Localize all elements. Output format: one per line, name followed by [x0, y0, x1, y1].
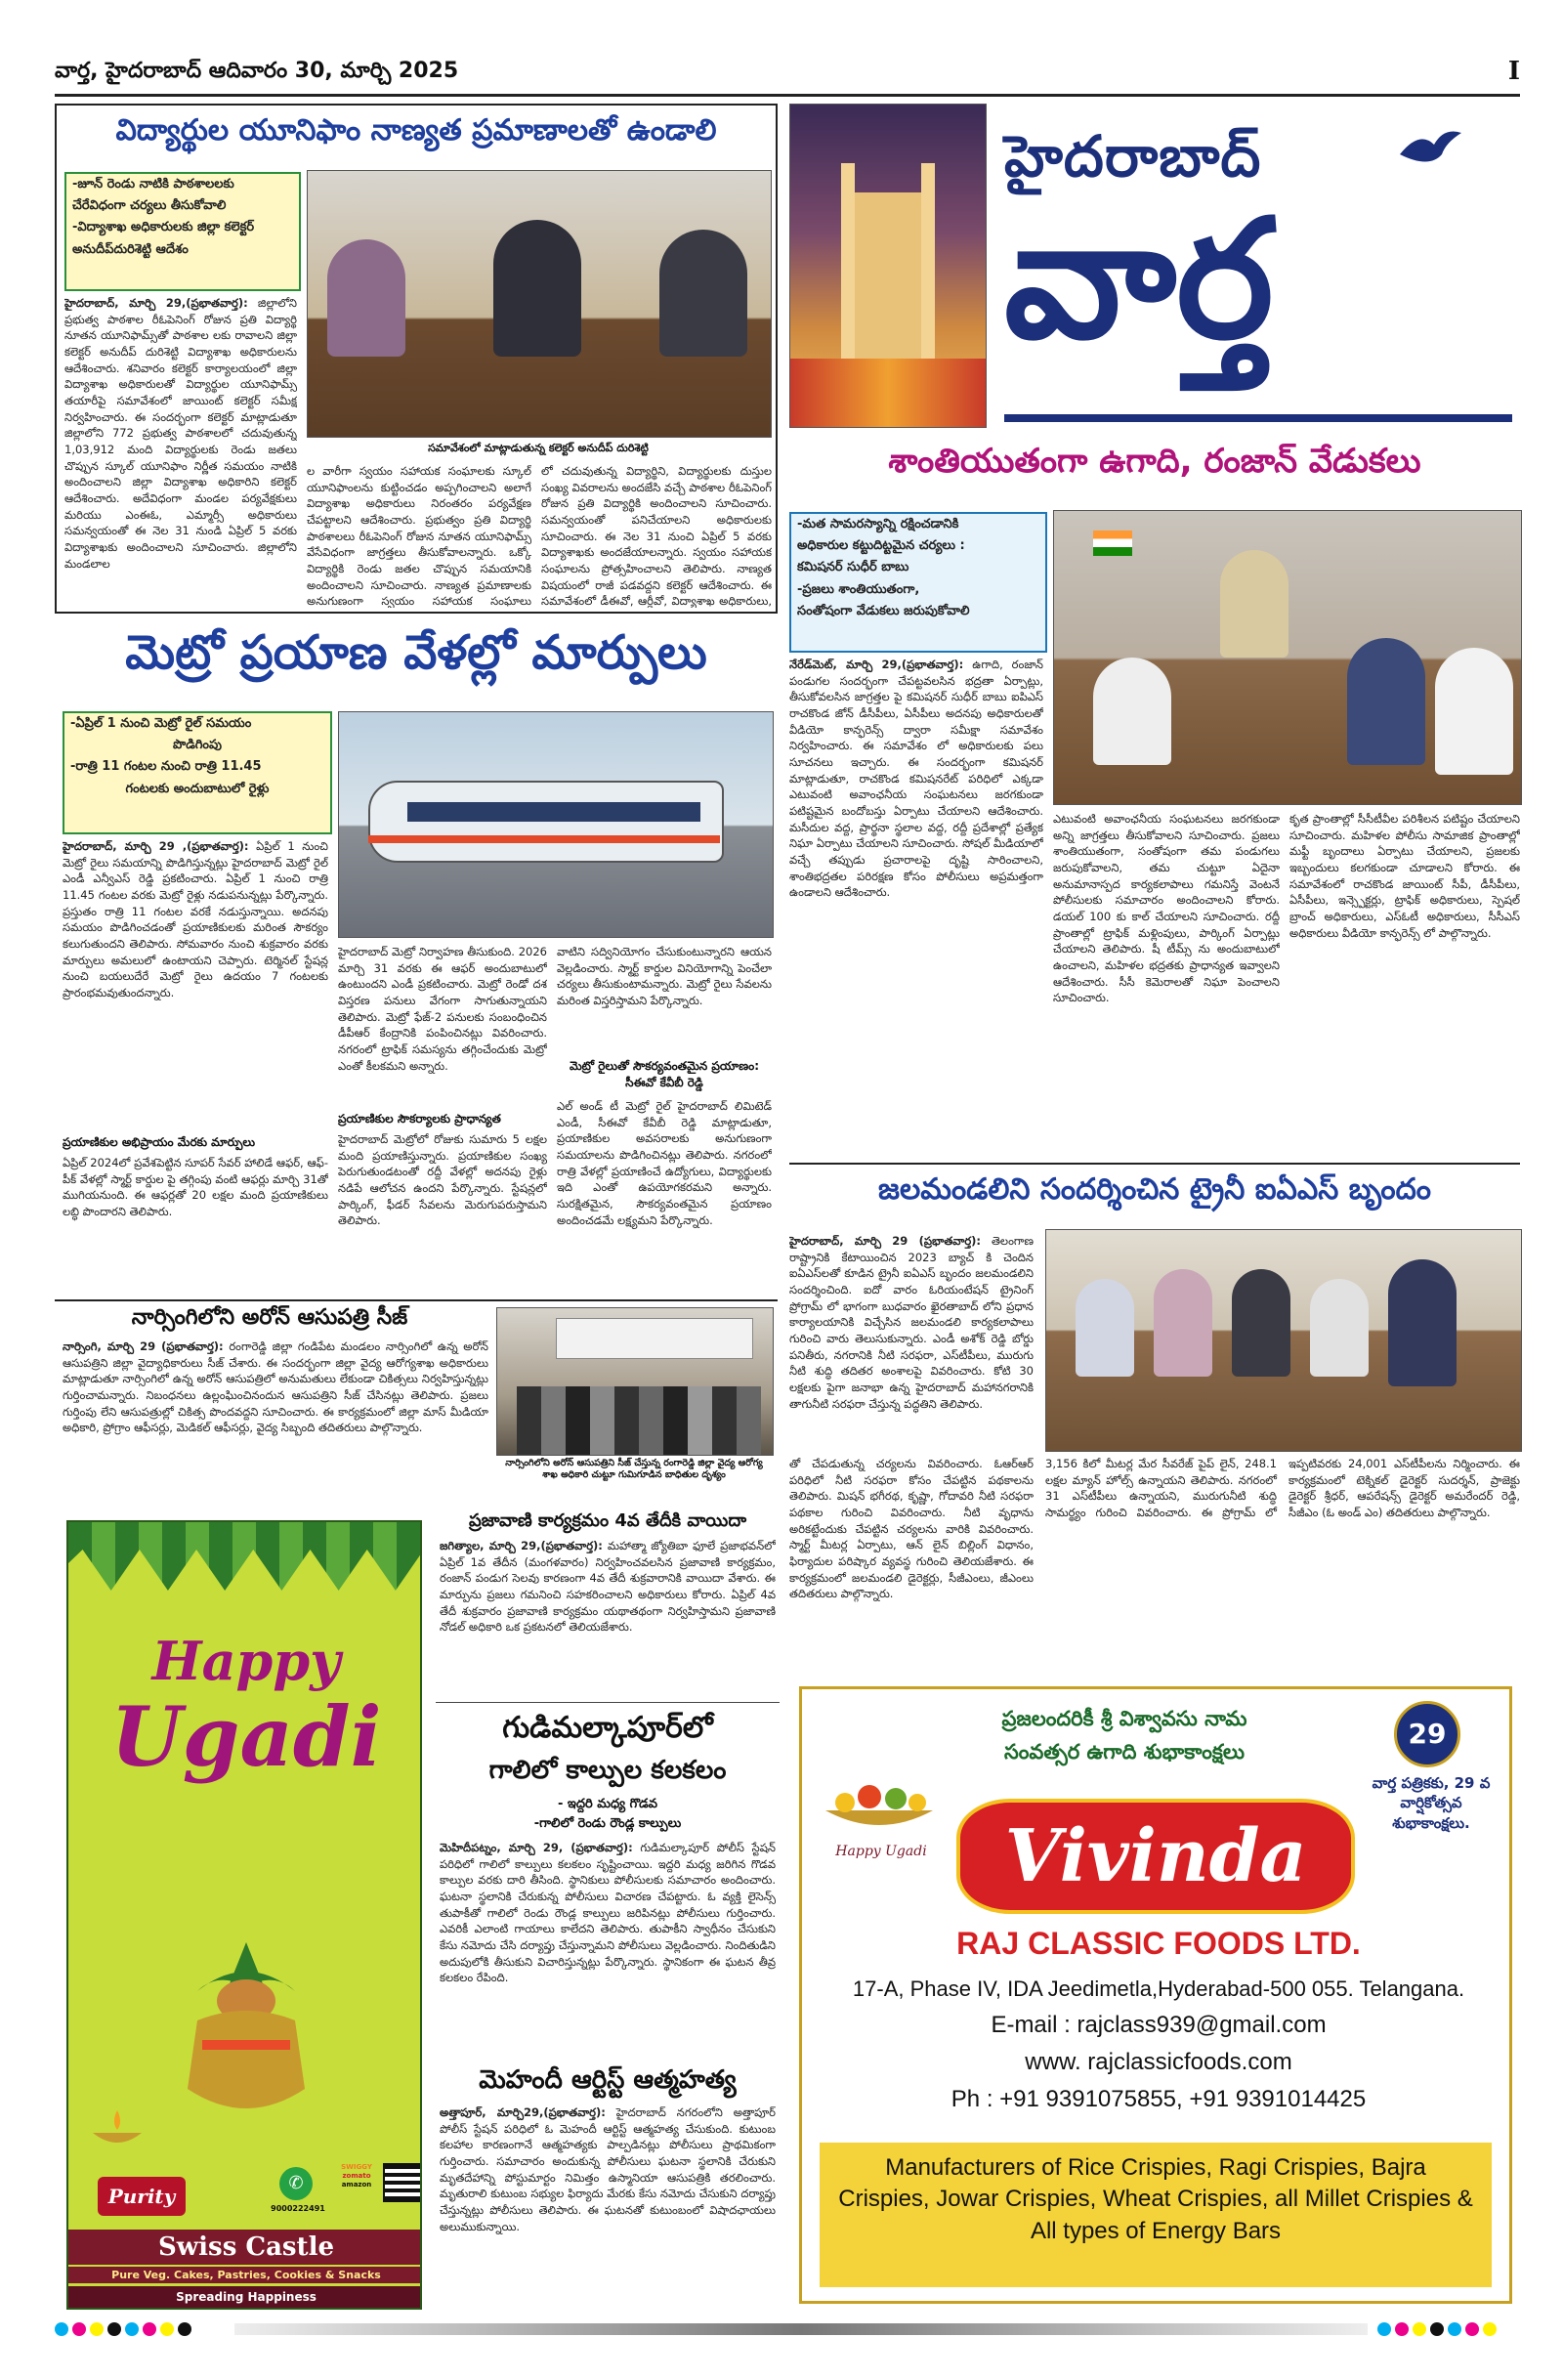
story-hospital-headline: నార్సింగిలోని అరోన్ ఆసుపత్రి సీజ్: [131, 1305, 408, 1330]
whatsapp-icon: ✆: [279, 2167, 313, 2200]
swiss-castle-brand: Swiss Castle: [68, 2230, 422, 2265]
story-mehendi: [436, 2065, 780, 2306]
police-meeting-photo: [1053, 510, 1522, 805]
story-metro-col3b: ఎల్ అండ్ టీ మెట్రో రైల్ హైదరాబాద్ లిమిటెడ్ ఎండీ, సీఈవో కేవీబీ రెడ్డి మాట్లాడుతూ, ప్రయాణికుల అవసరాలకు అనుగుణంగా సమయాలను పొడిగించినట్లు తెలిపారు. నగరంలో రాత్రి వేళల్లో ప్రయాణించే ఉద్యోగులు, విద్యార్థులకు ఇది ఎంతో ఉపయోగకరమని అన్నారు. సురక్షితమైన, సౌకర్యవంతమైన ప్రయాణం అందించడమే లక్ష్యమని పేర్కొన్నారు.: [557, 1099, 772, 1227]
bullet-4: -ప్రజలు శాంతియుతంగా,: [797, 581, 920, 597]
story-metro-col1: హైదరాబాద్, మార్చి 29 ,(ప్రభాతవార్త): ఏప్రిల్ 1 నుంచి మెట్రో రైలు సమయాన్ని పొడిగిస్తున్నట్లు హైదరాబాద్ మెట్రో రైల్ ఎండీ ఎన్వీఎస్ రెడ్డి ప్రకటించారు. ఏప్రిల్ 1 నుంచి రాత్రి 11.45 గంటల వరకు మెట్రో రైళ్లు నడుపనున్నట్లు పేర్కొన్నారు. ప్రస్తుతం రాత్రి 11 గంటల వరకే నడుస్తున్నాయి. అదనపు సమయం పొడిగించడంతో ప్రయాణికులకు మరింత సౌకర్యం కలుగుతుందని తెలిపారు. సోమవారం నుంచి శుక్రవారం వరకు మార్పులు అమలులో ఉంటాయని చెప్పారు. టెర్మినల్ స్టేషన్ల నుంచి బయలుదేరే మెట్రో రైలు ఉదయం 7 గంటలకు ప్రారంభమవుతుందన్నారు.: [63, 839, 328, 1000]
bullet-2: అధికారుల కట్టుదిట్టమైన చర్యలు :: [797, 538, 965, 554]
story-ias-col1: హైదరాబాద్, మార్చి 29 (ప్రభాతవార్త): తెలంగాణ రాష్ట్రానికి కేటాయించిన 2023 బ్యాచ్ కి చెందిన ఐఏఎస్‌లతో కూడిన ట్రైనీ ఐఏఎస్ బృందం జలమండలిని సందర్శించింది. ఐదో వారం ఓరియంటేషన్ ట్రైనింగ్ ప్రోగ్రామ్ లో భాగంగా బుధవారం ఖైరతాబాద్ లోని ప్రధాన కార్యాలయానికి విచ్చేసిన జలమండలి కార్యకలాపాలు గురించి వారు తెలుసుకున్నారు. ఎండీ అశోక్ రెడ్డి బోర్డు పనితీరు, నగరానికి నీటి సరఫరా, ఎస్‌టీపీలు, మురుగు నీటి శుద్ధి తదితర అంశాలపై వివరించారు. కోటి 30 లక్షలకు పైగా జనాభా ఉన్న హైదరాబాద్ మహానగరానికి తాగునీటి సరఫరా చేస్తున్న పద్ధతిని తెలిపారు.: [789, 1234, 1034, 1411]
bullet-5: సంతోషంగా వేడుకలు జరుపుకోవాలి: [797, 603, 970, 618]
story-metro-col3-subhead: మెట్రో రైలుతో సౌకర్యవంతమైన ప్రయాణం: సీఈవో కేవీబీ రెడ్డి: [569, 1059, 760, 1089]
story-prajavani: [436, 1507, 780, 1698]
metro-train-photo: [338, 711, 774, 938]
story-uniform-bullets: [64, 172, 301, 291]
delivery-apps: [334, 2163, 379, 2189]
story-metro-headline: మెట్రో ప్రయాణ వేళల్లో మార్పులు: [125, 625, 707, 680]
story-festivals-headline: శాంతియుతంగా ఉగాది, రంజాన్ వేడుకలు: [888, 442, 1421, 481]
story-uniform-col2: ల వారీగా స్వయం సహాయక సంఘాలకు స్కూల్ యూనిఫాంలను కుట్టించడం అప్పగించాలని అలాగే విద్యాశాఖ అధికారులు నిరంతరం పర్యవేక్షణ చేపట్టాలని ఆదేశించారు. ప్రభుత్వం ప్రతి విద్యార్థి పాఠశాలలు రీఓపెనింగ్ రోజున నూతన యూనిఫామ్స్ వేసేవిధంగా జాగ్రత్తలు తీసుకోవాలన్నారు. ఒక్కో విద్యార్థికి రెండు జతల చొప్పున సమయానికి అందించాలని సూచించారు. నాణ్యత ప్రమాణాలకు అనుగుణంగా స్వయం సహాయక సంఘాలు: [307, 464, 531, 608]
swiss-castle-ad: [66, 1520, 422, 2310]
bullet-4: గంటలకు అందుబాటులో రైళ్లు: [125, 781, 270, 796]
story-firing-headline2: గాలిలో కాల్పుల కలకలం: [488, 1756, 727, 1785]
story-firing: [436, 1702, 780, 2061]
story-metro-col2-subhead: ప్రయాణికుల సౌకర్యాలకు ప్రాధాన్యత: [338, 1112, 501, 1126]
story-metro-col3: వాటిని సద్వినియోగం చేసుకుంటున్నారని ఆయన వెల్లడించారు. స్మార్ట్ కార్డుల వినియోగాన్ని పెంచేలా చర్యలు తీసుకుంటామన్నారు. మెట్రో రైలు సేవలను మరింత విస్తరిస్తామని పేర్కొన్నారు.: [557, 945, 772, 1008]
ugadi-happy: Happy: [151, 1630, 341, 1692]
swiggy-label: SWIGGY: [341, 2163, 372, 2171]
header-dateline: వార్త, హైదరాబాద్ ఆదివారం 30, మార్చి 2025: [55, 59, 459, 83]
story-festivals: [789, 434, 1520, 1159]
story-hospital: [55, 1299, 778, 1503]
swiss-castle-slogan: Spreading Happiness: [68, 2286, 422, 2310]
kalash-icon: [158, 1933, 334, 2128]
story-ias-headline: జలమండలిని సందర్శించిన ట్రైనీ ఐఏఎస్ బృందం: [878, 1172, 1431, 1207]
bullet-4: అనుదీప్‌దురిశెట్టి ఆదేశం: [72, 241, 189, 257]
story-firing-sub2: -గాలిలో రెండు రౌండ్ల కాల్పులు: [533, 1816, 682, 1831]
page-number: I: [1507, 57, 1520, 86]
ias-team-photo: [1045, 1229, 1522, 1452]
story-festivals-col2: ఎటువంటి అవాంఛనీయ సంఘటనలు జరగకుండా అన్ని జాగ్రత్తలు తీసుకోవాలని సూచించారు. ప్రజలు శాంతియుతంగా, సంతోషంగా తమ పండుగలు జరుపుకోవాలని, తమ చుట్టూ ఏదైనా అనుమానాస్పద కార్యకలాపాలు గమనిస్తే వెంటనే పోలీసులకు సమాచారం అందించాలని కోరారు. డయల్ 100 కు కాల్ చేయాలని సూచించారు. రద్దీ ప్రాంతాల్లో ట్రాఫిక్ మళ్లింపులు, పార్కింగ్ ఏర్పాట్లు చేయాలని తెలిపారు. షీ టీమ్స్ ను అందుబాటులో ఉంచాలని, మహిళల భద్రతకు ప్రాధాన్యత ఇవ్వాలని ఆదేశించారు. సీసీ కెమెరాలతో నిఘా పెంచాలని సూచించారు.: [1053, 812, 1280, 1005]
story-hospital-body: నార్సింగి, మార్చి 29 (ప్రభాతవార్త): రంగారెడ్డి జిల్లా గండిపేట మండలం నార్సింగిలో ఉన్న అరోన్ ఆసుపత్రిని జిల్లా వైద్యాధికారులు సీజ్ చేశారు. ఈ సందర్భంగా జిల్లా వైద్య ఆరోగ్యశాఖ అధికారులు మాట్లాడుతూ నార్సింగిలో ఉన్న అరోన్ ఆసుపత్రిలో అనుమతులు లేకుండా చికిత్సలు నిర్వహిస్తున్నట్లు గుర్తించామన్నారు. నిబంధనలు ఉల్లంఘించినందున ఆసుపత్రిని సీజ్ చేసినట్లు తెలిపారు. ప్రజలు గుర్తింపు లేని ఆసుపత్రుల్లో చికిత్స పొందవద్దని సూచించారు. ఈ కార్యక్రమంలో జిల్లా మాస్ మీడియా అధికారి, ప్రోగ్రాం ఆఫీసర్లు, మెడికల్ ఆఫీసర్లు, వైద్య సిబ్బంది తదితరులు పాల్గొన్నారు.: [63, 1339, 488, 1435]
footer-gray-bar: [234, 2323, 1368, 2335]
story-festivals-col3: కృత ప్రాంతాల్లో సీసీటీవీల పరిశీలన పటిష్టం చేయాలని సూచించారు. మహిళల పోలీసు సామాజిక ప్రాంతాల్లో మఫ్టీ బృందాలు ఏర్పాటు చేయాలని, ప్రజలకు ఇబ్బందులు కలగకుండా చూడాలని కోరారు. ఈ సమావేశంలో రాచకొండ జాయింట్ సీపీ, డీసీపీలు, ఏసీపీలు, ఇన్స్పెక్టర్లు, ట్రాఫిక్ అధికారులు, స్పెషల్ బ్రాంచ్ అధికారులు, ఎస్ఓటీ అధికారులు, సీసీఎస్ అధికారులు వీడియో కాన్ఫరెన్స్ లో పాల్గొన్నారు.: [1289, 812, 1520, 940]
vivinda-company: RAJ CLASSIC FOODS LTD.: [956, 1926, 1361, 1961]
lamp-icon: [88, 2108, 147, 2147]
bullet-3: -రాత్రి 11 గంటల నుంచి రాత్రి 11.45: [70, 759, 262, 775]
story-firing-headline1: గుడిమల్కాపూర్‌లో: [502, 1711, 713, 1745]
vivinda-happy-ugadi: Happy Ugadi: [835, 1844, 927, 1859]
story-ias: [789, 1163, 1520, 1680]
header-rule: [55, 94, 1520, 97]
masthead-vaartha: వార్త: [1004, 184, 1274, 375]
anniversary-text: వార్త పత్రికకు, 29 వ వార్షికోత్సవ శుభాకాంక్షలు.: [1372, 1774, 1491, 1832]
story-metro-col2: హైదరాబాద్ మెట్రో నిర్వాహణ తీసుకుంది. 2026 మార్చి 31 వరకు ఈ ఆఫర్ అందుబాటులో ఉంటుందని ఎండీ ప్రకటించారు. మెట్రో రెండో దశ విస్తరణ పనులు వేగంగా సాగుతున్నాయని తెలిపారు. మెట్రో ఫేజ్-2 పనులకు సంబంధించిన డీపీఆర్ కేంద్రానికి పంపించినట్లు వివరించారు. నగరంలో ట్రాఫిక్ సమస్యను తగ్గించేందుకు మెట్రో ఎంతో కీలకమని అన్నారు.: [338, 945, 547, 1073]
story-prajavani-body: జగిత్యాల, మార్చి 29,(ప్రభాతవార్త): మహాత్మా జ్యోతిబా ఫూలే ప్రజాభవన్‌లో ఏప్రిల్ 1వ తేదీన (మంగళవారం) నిర్వహించవలసిన ప్రజావాణి కార్యక్రమం, రంజాన్ పండుగ సెలవు కారణంగా 4వ తేదీ శుక్రవారానికి వాయిదా వేశారు. ఈ మార్పును ప్రజలు గమనించి సహకరించాలని అధికారులు కోరారు. ఏప్రిల్ 4వ తేదీ శుక్రవారం ప్రజావాణి కార్యక్రమం యథాతథంగా నిర్వహిస్తామని ప్రజావాణి నోడల్ అధికారి ఒక ప్రకటనలో తెలియజేశారు.: [440, 1539, 776, 1635]
story-uniform: [55, 104, 778, 614]
ad-phone: 9000222491: [271, 2204, 325, 2213]
story-metro-bullets: [63, 711, 332, 834]
story-mehendi-headline: మెహందీ ఆర్టిస్ట్ ఆత్మహత్య: [479, 2065, 737, 2095]
bullet-3: -విద్యాశాఖ అధికారులకు జిల్లా కలెక్టర్: [72, 220, 255, 235]
collector-meeting-photo: [307, 170, 772, 438]
page-header: [55, 59, 1520, 92]
anniversary-badge: 29: [1394, 1701, 1460, 1767]
story-festivals-col1: నేరేడ్‌మెట్, మార్చి 29,(ప్రభాతవార్త): ఉగాది, రంజాన్ పండుగల సందర్భంగా చేపట్టవలసిన భద్రతా ఏర్పాట్లు, తీసుకోవలసిన జాగ్రత్తల పై కమిషనర్ సుధీర్ బాబు ఐపిఎస్ రాచకొండ జోన్ డీసీపీలు, ఏసీపీలు అదనపు అధికారులతో వీడియో కాన్ఫరెన్స్ ద్వారా సమీక్షా సమావేశం నిర్వహించారు. ఈ సమావేశం లో అధికారులకు పలు సూచనలు ఇచ్చారు. ఈ సందర్భంగా కమిషనర్ మాట్లాడుతూ, రాచకొండ కమిషనరేట్ పరిధిలో ఎక్కడా ఎటువంటి అవాంఛనీయ సంఘటనలు జరగకుండా పటిష్టమైన బందోబస్తు ఏర్పాటు చేయాలని ఆదేశించారు. మసీదుల వద్ద, ప్రార్థనా స్థలాల వద్ద, రద్దీ ప్రదేశాల్లో ప్రత్యేక నిఘా ఏర్పాటు చేయాలని సూచించారు. సోషల్ మీడియాలో వచ్చే తప్పుడు ప్రచారాలపై దృష్టి సారించాలని, శాంతిభద్రతల పరిరక్షణ కోసం పోలీసులు అప్రమత్తంగా ఉండాలని ఆదేశించారు.: [789, 658, 1043, 900]
story-uniform-col1: హైదరాబాద్, మార్చి 29,(ప్రభాతవార్త): జిల్లాలోని ప్రభుత్వ పాఠశాల రీఓపెనింగ్ రోజున ప్రతి విద్యార్థి నూతన యూనిఫామ్స్‌తో పాఠశాల లకు రావాలని జిల్లా కలెక్టర్ అనుదీప్ దురిశెట్టి విద్యాశాఖ అధికారులను ఆదేశించారు. శనివారం కలెక్టర్ కార్యాలయంలో జిల్లా విద్యాశాఖ అధికారులతో విద్యార్థుల యూనిఫామ్స్ తయారీపై సమావేశంలో జాయింట్ కలెక్టర్ సమీక్ష నిర్వహించారు. ఈ సందర్భంగా కలెక్టర్ మాట్లాడుతూ జిల్లాలోని 772 ప్రభుత్వ పాఠశాలలో చదువుతున్న 1,03,912 మంది విద్యార్థులకు రెండు జతలు చొప్పున స్కూల్ యూనిఫాం నిర్ణీత సమయం నాటికి అందించాలని జిల్లా విద్యాశాఖ అధికారిని కలెక్టర్ ఆదేశించారు. అదేవిధంగా మండల పర్యవేక్షకులు మరియు ఎంఈఓ, ఎమ్మార్సీ అధికారులు సమన్వయంతో ఈ నెల 31 నుండి ఏప్రిల్ 5 వరకు విద్యాశాఖకు అందించాలని సూచించారు. జిల్లాలోని మండలాల: [64, 296, 297, 571]
story-uniform-caption: సమావేశంలో మాట్లాడుతున్న కలెక్టర్ అనుదీప్ దురిశెట్టి: [428, 442, 649, 454]
story-ias-col3: 3,156 కిలో మీటర్ల మేర సీవరేజ్ పైప్ లైన్, 248.1 లక్షల మ్యాన్ హోల్స్ ఉన్నాయని తెలిపారు. నగరంలో 31 ఎస్‌టీపీలు ఉన్నాయని, మురుగునీటి శుద్ధి సామర్థ్యం గురించి వివరించారు. ఈ ప్రోగ్రామ్ లో ఇప్పటివరకు 24,001 ఎస్‌టీపీలను నిర్మించారు. ఈ కార్యక్రమంలో టెక్నికల్ డైరెక్టర్ సుదర్శన్, ప్రాజెక్టు డైరెక్టర్ శ్రీధర్, ఆపరేషన్స్ డైరెక్టర్ అమరేందర్ రెడ్డి, సీజీఎం (ఓ అండ్ ఎం) తదితరులు పాల్గొన్నారు.: [1045, 1457, 1520, 1520]
charminar-photo: [789, 104, 987, 428]
vivinda-products: Manufacturers of Rice Crispies, Ragi Crispies, Bajra Crispies, Jowar Crispies, Wheat Crispies, all Millet Crispies & All types of Energy Bars: [820, 2143, 1492, 2287]
vivinda-logo: Vivinda: [956, 1799, 1355, 1914]
story-uniform-headline: విద్యార్థుల యూనిఫాం నాణ్యత ప్రమాణాలతో ఉండాలి: [115, 113, 717, 148]
vivinda-greeting-1: ప్రజలందరికీ శ్రీ విశ్వావసు నామ: [1001, 1707, 1247, 1730]
masthead: [789, 104, 1520, 426]
amazon-label: amazon: [341, 2181, 372, 2189]
qr-code-icon: [383, 2163, 422, 2202]
masthead-hyderabad: హైదరాబాద్: [1004, 123, 1262, 190]
vivinda-address: 17-A, Phase IV, IDA Jeedimetla,Hyderabad-500 055. Telangana.: [852, 1976, 1465, 2001]
purity-logo: Purity: [98, 2177, 186, 2216]
registration-marks-right: [1377, 2321, 1524, 2337]
story-firing-body: మెహిదీపట్నం, మార్చి 29, (ప్రభాతవార్త): గుడిమల్కాపూర్ పోలీస్ స్టేషన్ పరిధిలో గాలిలో కాల్పులు కలకలం సృష్టించాయి. ఇద్దరి మధ్య జరిగిన గొడవ కాల్పుల వరకు దారి తీసింది. స్థానికులు పోలీసులకు సమాచారం అందించారు. ఘటనా స్థలానికి చేరుకున్న పోలీసులు విచారణ చేపట్టారు. ఓ వ్యక్తి లైసెన్స్ తుపాకీతో గాలిలో రెండు రౌండ్ల కాల్పులు జరిపినట్లు పోలీసులు గుర్తించారు. ఎవరికీ ఎలాంటి గాయాలు కాలేదని తెలిపారు. తుపాకీని స్వాధీనం చేసుకుని కేసు నమోదు చేసి దర్యాప్తు చేస్తున్నామని పోలీసులు వెల్లడించారు. నిందితుడిని అదుపులోకి తీసుకుని విచారిస్తున్నట్లు పేర్కొన్నారు. స్థానికంగా ఈ ఘటన తీవ్ర కలకలం రేపింది.: [440, 1841, 776, 1985]
hospital-photo: [496, 1307, 774, 1456]
story-metro-subhead: ప్రయాణికుల అభిప్రాయం మేరకు మార్పులు: [63, 1135, 255, 1149]
bullet-1: -జూన్ రెండు నాటికి పాఠశాలలకు: [72, 177, 234, 191]
story-festivals-bullets: [789, 512, 1047, 653]
bullet-1: -ఏప్రిల్ 1 నుంచి మెట్రో రైల్ సమయం: [70, 716, 252, 731]
ugadi-title: Ugadi: [110, 1688, 382, 1785]
vivinda-email: E-mail : rajclass939@gmail.com: [991, 2012, 1327, 2038]
story-firing-sub1: - ఇద్దరి మధ్య గొడవ: [558, 1797, 657, 1811]
vivinda-greeting-2: సంవత్సర ఉగాది శుభాకాంక్షలు: [1004, 1740, 1245, 1764]
story-metro-col1b: ఏప్రిల్ 2024లో ప్రవేశపెట్టిన సూపర్ సేవర్ హాలిడే ఆఫర్, ఆఫ్-పీక్ వేళల్లో స్మార్ట్ కార్డుల పై తగ్గింపు వంటి ఆఫర్లు మార్చి 31తో ముగియనుంది. ఈ ఆఫర్లతో 20 లక్షల మంది ప్రయాణికులు లబ్ధి పొందారని తెలిపారు.: [63, 1156, 328, 1219]
festival-basket-icon: [816, 1771, 943, 1840]
swiss-castle-tagline: Pure Veg. Cakes, Pastries, Cookies & Snacks: [68, 2267, 422, 2283]
bullet-2: పొడిగింపు: [173, 738, 222, 753]
vivinda-ad: [799, 1686, 1512, 2304]
masthead-underline: [1004, 414, 1512, 422]
bullet-1: -మత సామరస్యాన్ని రక్షించడానికి: [797, 517, 959, 531]
story-mehendi-body: అత్తాపూర్, మార్చి29,(ప్రభాతవార్త): హైదరాబాద్ నగరంలోని అత్తాపూర్ పోలీస్ స్టేషన్ పరిధిలో ఓ మెహందీ ఆర్టిస్ట్ ఆత్మహత్య చేసుకుంది. కుటుంబ కలహాల కారణంగానే ఆత్మహత్యకు పాల్పడినట్లు పోలీసులు ప్రాథమికంగా గుర్తించారు. సమాచారం అందుకున్న పోలీసులు ఘటనా స్థలానికి చేరుకుని మృతదేహాన్ని పోస్టుమార్టం నిమిత్తం ఉస్మానియా ఆసుపత్రికి తరలించారు. మృతురాలి కుటుంబ సభ్యుల ఫిర్యాదు మేరకు కేసు నమోదు చేసుకుని దర్యాప్తు చేస్తున్నట్లు పోలీసులు తెలిపారు. ఈ ఘటనతో కుటుంబంలో విషాదఛాయలు అలుముకున్నాయి.: [440, 2105, 776, 2233]
mango-leaves-decoration: [68, 1522, 422, 1591]
vivinda-phone: Ph : +91 9391075855, +91 9391014425: [950, 2086, 1367, 2112]
story-uniform-col3: లో చదువుతున్న విద్యార్థిని, విద్యార్థులకు దుస్తుల సంఖ్య వివరాలను అందజేసి వచ్చే పాఠశాల రీఓపెనింగ్ రోజున ప్రతి విద్యార్థికి అందించాలని సూచించారు. సమన్వయంతో పనిచేయాలని అధికారులకు సూచించారు. ఈ నెల 31 నుంచి ఏప్రిల్ 5 వరకు విద్యాశాఖకు అందజేయాలన్నారు. స్వయం సహాయక సంఘాలను ప్రోత్సహించాలని తెలిపారు. నాణ్యత విషయంలో రాజీ పడవద్దని కలెక్టర్ ఆదేశించారు. ఈ సమావేశంలో డీఈవో, ఆర్డీవో, విద్యాశాఖ అధికారులు,: [541, 464, 772, 608]
story-ias-col2: తో చేపడుతున్న చర్యలను వివరించారు. ఓఆర్ఆర్ పరిధిలో నీటి సరఫరా కోసం చేపట్టిన పథకాలను తెలిపారు. మిషన్ భగీరథ, కృష్ణా, గోదావరి నీటి సరఫరా పథకాల గురించి వివరించారు. నీటి వృధాను అరికట్టేందుకు చేపట్టిన చర్యలను వారికి వివరించారు. స్మార్ట్ మీటర్ల ఏర్పాటు, ఆన్ లైన్ బిల్లింగ్ విధానం, ఫిర్యాదుల పరిష్కార వ్యవస్థ గురించి తెలియజేశారు. ఈ కార్యక్రమంలో జలమండలి డైరెక్టర్లు, సీజీఎంలు, జీఎంలు తదితరులు పాల్గొన్నారు.: [789, 1457, 1034, 1601]
vivinda-web: www. rajclassicfoods.com: [1025, 2049, 1292, 2075]
zomato-label: zomato: [342, 2172, 371, 2181]
story-hospital-caption: నార్సింగిలోని అరోన్ ఆసుపత్రిని సీజ్ చేస్తున్న రంగారెడ్డి జిల్లా వైద్య ఆరోగ్య శాఖ అధికారి చుట్టూ గుమిగూడిన బాధితుల దృశ్యం: [505, 1458, 763, 1481]
bullet-3: కమిషనర్ సుధీర్ బాబు: [797, 560, 909, 575]
registration-marks-left: [55, 2321, 231, 2337]
story-metro-col2b: హైదరాబాద్ మెట్రోలో రోజుకు సుమారు 5 లక్షల మంది ప్రయాణిస్తున్నారు. ప్రయాణికుల సంఖ్య పెరుగుతుండటంతో రద్దీ వేళల్లో అదనపు రైళ్లు నడిపే ఆలోచన ఉందని పేర్కొన్నారు. స్టేషన్లలో పార్కింగ్, ఫీడర్ సేవలను మెరుగుపరుస్తామని తెలిపారు.: [338, 1132, 547, 1228]
bullet-2: చేరేవిధంగా చర్యలు తీసుకోవాలి: [72, 198, 227, 214]
bird-icon: [1395, 125, 1463, 174]
story-prajavani-headline: ప్రజావాణి కార్యక్రమం 4వ తేదీకి వాయిదా: [468, 1510, 747, 1531]
story-metro: [55, 621, 778, 1296]
